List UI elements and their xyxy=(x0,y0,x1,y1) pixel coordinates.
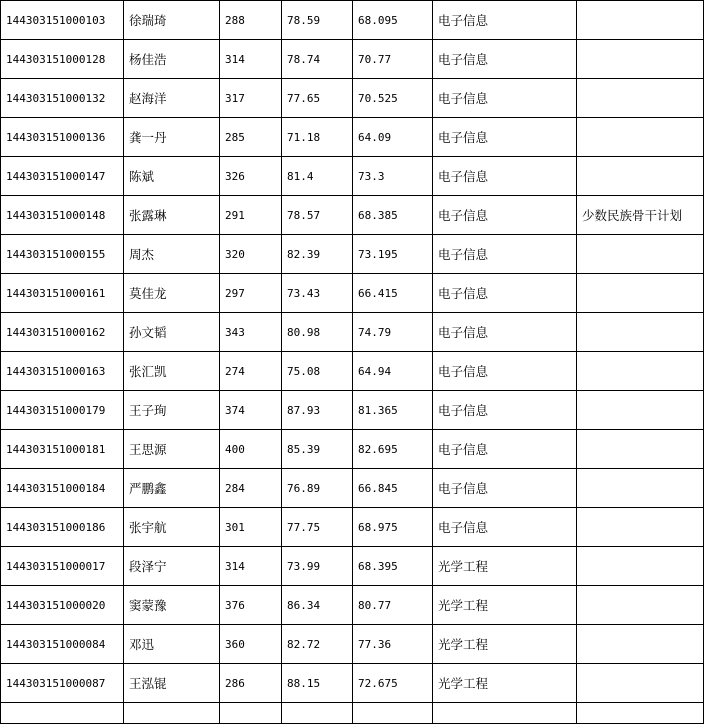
major-cell: 电子信息 xyxy=(433,196,577,235)
table-row xyxy=(1,157,704,196)
retest-score-cell: 78.59 xyxy=(282,1,353,40)
name-cell: 张露琳 xyxy=(124,196,220,235)
table-row xyxy=(1,196,704,235)
exam-id-cell: 144303151000147 xyxy=(1,157,124,196)
note-cell xyxy=(577,469,704,508)
retest-score-cell: 78.74 xyxy=(282,40,353,79)
initial-score-cell: 301 xyxy=(220,508,282,547)
major-cell: 电子信息 xyxy=(433,391,577,430)
table-row xyxy=(1,664,704,703)
note-cell xyxy=(577,547,704,586)
initial-score-cell: 284 xyxy=(220,469,282,508)
major-cell: 光学工程 xyxy=(433,625,577,664)
major-cell: 光学工程 xyxy=(433,547,577,586)
note-cell xyxy=(577,508,704,547)
exam-id-cell: 144303151000179 xyxy=(1,391,124,430)
exam-id-cell: 144303151000155 xyxy=(1,235,124,274)
initial-score-cell: 274 xyxy=(220,352,282,391)
exam-id-cell: 144303151000162 xyxy=(1,313,124,352)
exam-id-cell: 144303151000184 xyxy=(1,469,124,508)
retest-score-cell: 85.39 xyxy=(282,430,353,469)
empty-cell xyxy=(220,703,282,724)
major-cell: 电子信息 xyxy=(433,430,577,469)
total-score-cell: 72.675 xyxy=(353,664,433,703)
exam-id-cell: 144303151000128 xyxy=(1,40,124,79)
name-cell: 段泽宁 xyxy=(124,547,220,586)
total-score-cell: 64.94 xyxy=(353,352,433,391)
empty-cell xyxy=(282,703,353,724)
exam-id-cell: 144303151000087 xyxy=(1,664,124,703)
initial-score-cell: 291 xyxy=(220,196,282,235)
total-score-cell: 68.095 xyxy=(353,1,433,40)
note-cell xyxy=(577,235,704,274)
exam-id-cell: 144303151000163 xyxy=(1,352,124,391)
empty-cell xyxy=(353,703,433,724)
total-score-cell: 74.79 xyxy=(353,313,433,352)
major-cell: 光学工程 xyxy=(433,664,577,703)
initial-score-cell: 297 xyxy=(220,274,282,313)
name-cell: 赵海洋 xyxy=(124,79,220,118)
retest-score-cell: 81.4 xyxy=(282,157,353,196)
total-score-cell: 68.395 xyxy=(353,547,433,586)
table-row xyxy=(1,313,704,352)
exam-id-cell: 144303151000161 xyxy=(1,274,124,313)
note-cell: 少数民族骨干计划 xyxy=(577,196,704,235)
initial-score-cell: 360 xyxy=(220,625,282,664)
major-cell: 电子信息 xyxy=(433,235,577,274)
note-cell xyxy=(577,313,704,352)
table-row xyxy=(1,547,704,586)
name-cell: 莫佳龙 xyxy=(124,274,220,313)
major-cell: 光学工程 xyxy=(433,586,577,625)
total-score-cell: 82.695 xyxy=(353,430,433,469)
total-score-cell: 64.09 xyxy=(353,118,433,157)
note-cell xyxy=(577,274,704,313)
note-cell xyxy=(577,352,704,391)
initial-score-cell: 285 xyxy=(220,118,282,157)
retest-score-cell: 71.18 xyxy=(282,118,353,157)
empty-cell xyxy=(577,703,704,724)
exam-id-cell: 144303151000186 xyxy=(1,508,124,547)
total-score-cell: 70.77 xyxy=(353,40,433,79)
retest-score-cell: 82.72 xyxy=(282,625,353,664)
name-cell: 周杰 xyxy=(124,235,220,274)
note-cell xyxy=(577,40,704,79)
name-cell: 窦蒙豫 xyxy=(124,586,220,625)
name-cell: 张宇航 xyxy=(124,508,220,547)
note-cell xyxy=(577,391,704,430)
major-cell: 电子信息 xyxy=(433,313,577,352)
total-score-cell: 80.77 xyxy=(353,586,433,625)
note-cell xyxy=(577,118,704,157)
initial-score-cell: 400 xyxy=(220,430,282,469)
note-cell xyxy=(577,586,704,625)
retest-score-cell: 73.99 xyxy=(282,547,353,586)
table-row xyxy=(1,508,704,547)
table-row xyxy=(1,118,704,157)
exam-id-cell: 144303151000017 xyxy=(1,547,124,586)
table-row xyxy=(1,274,704,313)
total-score-cell: 73.195 xyxy=(353,235,433,274)
table-row xyxy=(1,40,704,79)
note-cell xyxy=(577,664,704,703)
retest-score-cell: 78.57 xyxy=(282,196,353,235)
initial-score-cell: 317 xyxy=(220,79,282,118)
total-score-cell: 70.525 xyxy=(353,79,433,118)
exam-id-cell: 144303151000136 xyxy=(1,118,124,157)
retest-score-cell: 75.08 xyxy=(282,352,353,391)
table-row xyxy=(1,586,704,625)
initial-score-cell: 374 xyxy=(220,391,282,430)
table-row xyxy=(1,469,704,508)
major-cell: 电子信息 xyxy=(433,274,577,313)
empty-cell xyxy=(433,703,577,724)
exam-id-cell: 144303151000020 xyxy=(1,586,124,625)
name-cell: 徐瑞琦 xyxy=(124,1,220,40)
table-row xyxy=(1,235,704,274)
initial-score-cell: 288 xyxy=(220,1,282,40)
major-cell: 电子信息 xyxy=(433,157,577,196)
retest-score-cell: 73.43 xyxy=(282,274,353,313)
retest-score-cell: 77.65 xyxy=(282,79,353,118)
empty-cell xyxy=(124,703,220,724)
table-row xyxy=(1,79,704,118)
name-cell: 张汇凯 xyxy=(124,352,220,391)
name-cell: 杨佳浩 xyxy=(124,40,220,79)
table-row xyxy=(1,625,704,664)
exam-id-cell: 144303151000148 xyxy=(1,196,124,235)
exam-id-cell: 144303151000103 xyxy=(1,1,124,40)
retest-score-cell: 87.93 xyxy=(282,391,353,430)
major-cell: 电子信息 xyxy=(433,508,577,547)
empty-cell xyxy=(1,703,124,724)
retest-score-cell: 88.15 xyxy=(282,664,353,703)
initial-score-cell: 376 xyxy=(220,586,282,625)
retest-score-cell: 82.39 xyxy=(282,235,353,274)
total-score-cell: 66.845 xyxy=(353,469,433,508)
name-cell: 王泓锟 xyxy=(124,664,220,703)
initial-score-cell: 326 xyxy=(220,157,282,196)
total-score-cell: 77.36 xyxy=(353,625,433,664)
exam-id-cell: 144303151000181 xyxy=(1,430,124,469)
table-row xyxy=(1,1,704,40)
exam-id-cell: 144303151000132 xyxy=(1,79,124,118)
total-score-cell: 68.975 xyxy=(353,508,433,547)
note-cell xyxy=(577,1,704,40)
retest-score-cell: 80.98 xyxy=(282,313,353,352)
major-cell: 电子信息 xyxy=(433,40,577,79)
name-cell: 王思源 xyxy=(124,430,220,469)
major-cell: 电子信息 xyxy=(433,1,577,40)
initial-score-cell: 343 xyxy=(220,313,282,352)
name-cell: 孙文韬 xyxy=(124,313,220,352)
name-cell: 陈斌 xyxy=(124,157,220,196)
table-row xyxy=(1,391,704,430)
total-score-cell: 81.365 xyxy=(353,391,433,430)
major-cell: 电子信息 xyxy=(433,352,577,391)
major-cell: 电子信息 xyxy=(433,469,577,508)
initial-score-cell: 314 xyxy=(220,547,282,586)
total-score-cell: 68.385 xyxy=(353,196,433,235)
initial-score-cell: 286 xyxy=(220,664,282,703)
note-cell xyxy=(577,625,704,664)
name-cell: 王子珣 xyxy=(124,391,220,430)
total-score-cell: 73.3 xyxy=(353,157,433,196)
table-row xyxy=(1,430,704,469)
major-cell: 电子信息 xyxy=(433,118,577,157)
retest-score-cell: 77.75 xyxy=(282,508,353,547)
exam-id-cell: 144303151000084 xyxy=(1,625,124,664)
table-row-partial xyxy=(1,703,704,724)
name-cell: 邓迅 xyxy=(124,625,220,664)
major-cell: 电子信息 xyxy=(433,79,577,118)
table-row xyxy=(1,352,704,391)
note-cell xyxy=(577,430,704,469)
retest-score-cell: 76.89 xyxy=(282,469,353,508)
name-cell: 龚一丹 xyxy=(124,118,220,157)
note-cell xyxy=(577,79,704,118)
retest-score-cell: 86.34 xyxy=(282,586,353,625)
initial-score-cell: 320 xyxy=(220,235,282,274)
initial-score-cell: 314 xyxy=(220,40,282,79)
total-score-cell: 66.415 xyxy=(353,274,433,313)
name-cell: 严鹏鑫 xyxy=(124,469,220,508)
note-cell xyxy=(577,157,704,196)
